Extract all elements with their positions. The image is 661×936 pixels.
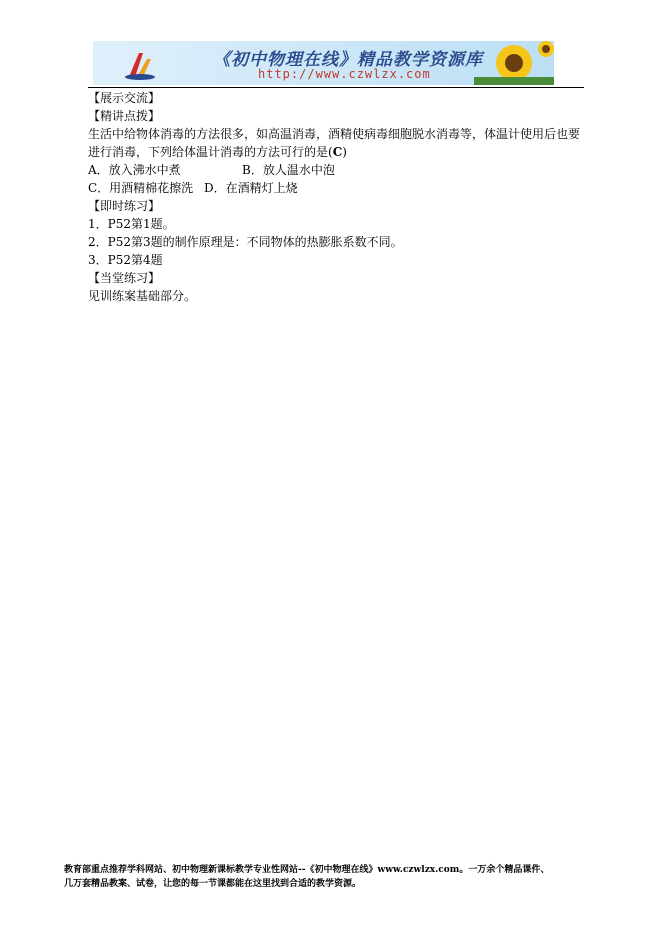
site-logo-icon	[123, 47, 157, 81]
question-line-2	[88, 143, 584, 161]
section-heading-display: 【展示交流】	[88, 91, 161, 105]
document-body	[88, 89, 584, 305]
option-c: C．用酒精棉花擦洗	[88, 181, 194, 195]
question-answer: C	[332, 145, 343, 159]
section-heading-explain: 【精讲点拨】	[88, 109, 161, 123]
option-b: B．放人温水中泡	[242, 163, 335, 177]
banner-title: 《初中物理在线》精品教学资源库	[213, 50, 483, 70]
footer-line-1: 教育部重点推荐学科网站、初中物理新课标教学专业性网站--《初中物理在线》www.czwlzx.com。一万余个精品课件、	[64, 865, 550, 875]
option-d: D．在酒精灯上烧	[204, 181, 298, 195]
footer-line-2: 几万套精品教案、试卷，让您的每一节课都能在这里找到合适的教学资源。	[64, 879, 362, 889]
practice-item-1: 1．P52第1题。	[88, 217, 175, 231]
banner-url[interactable]: http://www.czwlzx.com	[258, 67, 431, 81]
section-heading-classwork: 【当堂练习】	[88, 271, 161, 285]
section-heading-practice: 【即时练习】	[88, 199, 161, 213]
header-banner	[93, 41, 554, 85]
question-line-1: 生活中给物体消毒的方法很多，如高温消毒，酒精使病毒细胞脱水消毒等，体温计使用后也要	[88, 127, 581, 141]
question-close: )	[342, 145, 347, 159]
options-row-1	[88, 161, 584, 179]
question-line-2-text: 进行消毒，下列给体温计消毒的方法可行的是(	[88, 145, 333, 159]
practice-item-2: 2．P52第3题的制作原理是：不同物体的热膨胀系数不同。	[88, 235, 403, 249]
page-footer	[64, 863, 604, 891]
header-rule	[88, 87, 584, 88]
options-row-2	[88, 179, 584, 197]
classwork-text: 见训练案基础部分。	[88, 289, 197, 303]
option-a: A．放入沸水中煮	[88, 163, 181, 177]
sunflower-icon	[474, 41, 554, 85]
practice-item-3: 3．P52第4题	[88, 253, 163, 267]
